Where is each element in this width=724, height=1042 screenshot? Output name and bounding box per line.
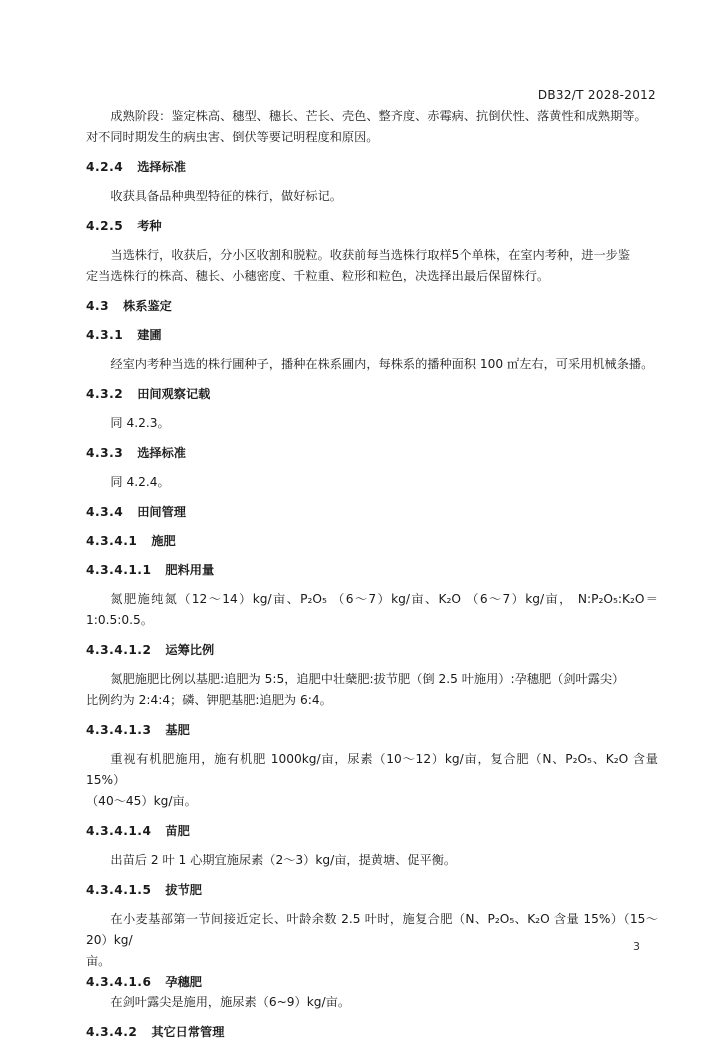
section-number: 4.3.4.1.1 <box>86 563 152 577</box>
paragraph: 定当选株行的株高、穗长、小穗密度、千粒重、粒形和粒色，决选择出最后保留株行。 <box>86 269 550 283</box>
section-title: 田间管理 <box>137 505 186 519</box>
paragraph: （40～45）kg/亩。 <box>86 794 197 808</box>
section-heading <box>86 972 658 992</box>
section-title: 孕穗肥 <box>165 975 202 989</box>
paragraph: 亩。 <box>86 954 111 968</box>
section-heading <box>86 531 658 551</box>
paragraph: 氮肥施肥比例以基肥:追肥为 5:5，追肥中壮蘖肥:拔节肥（倒 2.5 叶施用）:孕穗肥（剑叶露尖） <box>110 672 625 686</box>
section-title: 肥料用量 <box>165 563 215 577</box>
section-number: 4.3.4.1.6 <box>86 975 152 989</box>
section-heading <box>86 821 658 841</box>
page-number: 3 <box>633 940 640 953</box>
paragraph: 在剑叶露尖是施用，施尿素（6~9）kg/亩。 <box>110 995 351 1009</box>
section-heading <box>86 384 658 404</box>
section-number: 4.3.3 <box>86 446 124 460</box>
section-heading <box>86 1022 658 1042</box>
section-title: 选择标准 <box>137 160 186 174</box>
paragraph: 对不同时期发生的病虫害、倒伏等要记明程度和原因。 <box>86 130 379 144</box>
paragraph: 在小麦基部第一节间接近定长、叶龄余数 2.5 叶时，施复合肥（N、P₂O₅、K₂O 含量 15%）（15～20）kg/ <box>86 912 658 947</box>
section-number: 4.3 <box>86 299 110 313</box>
paragraph: 经室内考种当选的株行圃种子，播种在株系圃内，每株系的播种面积 100 ㎡左右，可采用机械条播。 <box>110 357 654 371</box>
document-code: DB32/T 2028-2012 <box>537 88 656 102</box>
paragraph: 成熟阶段：鉴定株高、穗型、穗长、芒长、壳色、整齐度、赤霉病、抗倒伏性、落黄性和成熟期等。 <box>110 109 647 123</box>
section-title: 施肥 <box>151 534 176 548</box>
section-number: 4.3.4.1.4 <box>86 824 152 838</box>
section-title: 苗肥 <box>165 824 190 838</box>
section-heading <box>86 325 658 345</box>
section-heading <box>86 296 658 316</box>
section-number: 4.3.4.1 <box>86 534 138 548</box>
section-heading <box>86 443 658 463</box>
section-title: 建圃 <box>137 328 162 342</box>
section-heading <box>86 560 658 580</box>
section-heading <box>86 880 658 900</box>
paragraph: 出苗后 2 叶 1 心期宜施尿素（2～3）kg/亩，提黄塘、促平衡。 <box>110 853 457 867</box>
paragraph: 收获具备品种典型特征的株行，做好标记。 <box>110 189 342 203</box>
section-number: 4.3.4.1.2 <box>86 643 152 657</box>
section-title: 其它日常管理 <box>151 1025 225 1039</box>
document-body <box>86 106 658 1042</box>
section-number: 4.3.4.1.3 <box>86 723 152 737</box>
section-number: 4.2.5 <box>86 219 124 233</box>
section-heading <box>86 157 658 177</box>
section-title: 考种 <box>137 219 162 233</box>
section-number: 4.3.2 <box>86 387 124 401</box>
paragraph: 同 4.2.4。 <box>110 475 170 489</box>
paragraph: 当选株行，收获后，分小区收割和脱粒。收获前每当选株行取样5个单株，在室内考种，进一步鉴 <box>110 248 631 262</box>
section-title: 株系鉴定 <box>123 299 172 313</box>
section-title: 基肥 <box>165 723 190 737</box>
section-title: 田间观察记载 <box>137 387 211 401</box>
section-heading <box>86 720 658 740</box>
section-heading <box>86 502 658 522</box>
section-heading <box>86 216 658 236</box>
paragraph: 比例约为 2:4:4；磷、钾肥基肥:追肥为 6:4。 <box>86 693 332 707</box>
paragraph: 氮肥施纯氮（12～14）kg/亩、P₂O₅ （6～7）kg/亩、K₂O （6～7）kg/亩， N:P₂O₅:K₂O＝1:0.5:0.5。 <box>86 592 658 627</box>
section-number: 4.3.4 <box>86 505 124 519</box>
section-number: 4.3.4.1.5 <box>86 883 152 897</box>
section-number: 4.2.4 <box>86 160 124 174</box>
section-title: 运筹比例 <box>165 643 215 657</box>
section-title: 选择标准 <box>137 446 186 460</box>
paragraph: 重视有机肥施用，施有机肥 1000kg/亩，尿素（10～12）kg/亩，复合肥（N、P₂O₅、K₂O 含量 15%） <box>86 752 658 787</box>
section-heading <box>86 640 658 660</box>
section-number: 4.3.4.2 <box>86 1025 138 1039</box>
section-number: 4.3.1 <box>86 328 124 342</box>
paragraph: 同 4.2.3。 <box>110 416 170 430</box>
section-title: 拔节肥 <box>165 883 202 897</box>
